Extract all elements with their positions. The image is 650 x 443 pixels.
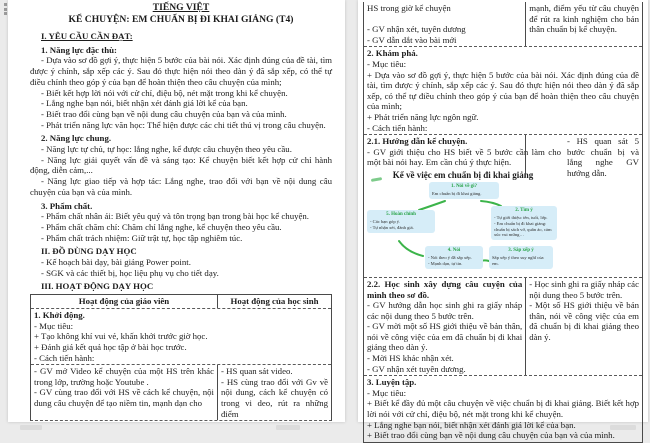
diagram-step-line: - Nói theo ý đã sắp xếp. <box>428 254 472 260</box>
header-cell-teacher: Hoạt động của giáo viên <box>78 296 170 307</box>
student-activity-cell <box>217 365 331 420</box>
paragraph-line <box>367 14 522 25</box>
paragraph-line: - Mục tiêu: <box>367 58 407 69</box>
paragraph-line: - Cách tiến hành: <box>34 352 95 363</box>
paragraph-line: - Học sinh ghi ra giấy nháp các nội dung theo 5 bước trên. <box>529 278 639 300</box>
diagram-step-box <box>489 246 553 269</box>
diagram-step-title: 3. Sắp xếp ý <box>508 247 534 253</box>
diagram-step-line: - Các bạn góp ý. <box>370 218 401 224</box>
paragraph-line: - HS quan sát 5 bước chuẩn bị và lắng nghe GV hướng dẫn. <box>567 136 639 178</box>
paragraph-line: - GV nhận xét tuyên dương. <box>367 363 466 374</box>
paragraph-line: 2. Khám phá. <box>367 48 418 59</box>
paragraph-line: - Lắng nghe bạn nói, biết nhận xét đánh giá lời kể của bạn. <box>41 98 248 109</box>
paragraph-line: + Phát triển năng lực ngôn ngữ. <box>367 111 479 122</box>
paragraph-line: - Phẩm chất trách nhiệm: Giữ trật tự, học tập nghiêm túc. <box>41 232 243 243</box>
paragraph-line: - Phẩm chất chăm chỉ: Chăm chỉ lắng nghe, kể chuyện theo yêu cầu. <box>41 221 282 232</box>
paragraph-line: + Tạo không khí vui vẻ, khấn khởi trước giờ học. <box>34 331 208 342</box>
paragraph-line: - Cách tiến hành: <box>367 122 428 133</box>
paragraph-line: III. HOẠT ĐỘNG DẠY HỌC <box>41 281 154 292</box>
next-page-edge <box>20 425 42 430</box>
paragraph-line: - Phát triển năng lực văn học: Thể hiện được các chi tiết thú vị trong câu chuyện. <box>41 119 326 130</box>
paragraph-line: - Năng lực giao tiếp và hợp tác: Lắng nghe, trao đổi với bạn về nội dung câu chuyện của bạn và của mình. <box>30 176 332 197</box>
paragraph-line: - GV nhận xét, tuyên dương <box>367 24 466 35</box>
paragraph-line: + Biết trao đổi cùng bạn về nội dung câu chuyện của bạn và của mình. <box>367 430 615 441</box>
header-cell-student: Hoạt động của học sinh <box>217 295 331 308</box>
paragraph-line: - Năng lực giải quyết vấn đề và sáng tạo: Kể chuyện biết kết hợp cử chỉ hành động, diễn cảm,... <box>30 154 332 176</box>
paragraph-line: - Kế hoạch bài dạy, bài giảng Power point. <box>41 257 191 268</box>
story-steps-diagram <box>367 170 561 276</box>
page-1 <box>8 0 345 422</box>
diagram-canvas <box>365 182 561 276</box>
student-activity-cell <box>525 2 642 46</box>
paragraph-line: - Phẩm chất nhân ái: Biết yêu quý và tôn trọng bạn trong bài học kể chuyện. <box>41 211 309 222</box>
diagram-title: Kể về việc em chuẩn bị đi khai giảng <box>365 170 561 180</box>
page-2 <box>358 0 648 441</box>
paragraph-line: II. ĐỒ DÙNG DẠY HỌC <box>41 246 137 257</box>
next-page-edge <box>276 425 300 430</box>
paragraph-line: 2.1. Hướng dẫn kể chuyện. <box>367 136 468 147</box>
next-page-edge <box>610 425 636 430</box>
doc-title-subject: TIẾNG VIỆT <box>152 2 210 13</box>
paragraph-line: - Năng lực tự chủ, tự học: lắng nghe, kể được câu chuyện theo yêu cầu. <box>41 144 292 155</box>
diagram-step-line: - Em chuẩn bị đi khai giảng: chuẩn bị sách vở, quần áo, cảm xúc vui mừng… <box>494 220 552 238</box>
table-row <box>31 364 331 420</box>
paragraph-line: - HS quan sát video. <box>221 366 293 377</box>
paragraph-line: - GV mời một số HS giới thiệu về bản thân, nói về công việc của em đã chuẩn bị đi khai giảng theo dàn ý. <box>367 321 523 353</box>
paragraph-line: - GV hướng dẫn học sinh ghi ra giấy nháp các nội dung theo 5 bước trên. <box>367 300 523 321</box>
paragraph-line: mạnh, điểm yếu từ câu chuyện để rút ra kinh nghiệm cho bản thân chuẩn bị kể chuyện. <box>529 3 639 35</box>
paragraph-line: - Biết kết hợp lời nói với cử chỉ, điệu bộ, nét mặt trong khi kể chuyện. <box>41 87 288 98</box>
student-activity-cell <box>564 135 642 277</box>
paragraph-line: - Một số HS giới thiệu về bản thân, nói về công việc của em đã chuẩn bị đi khai giảng theo dàn ý. <box>529 300 639 342</box>
diagram-step-title: 1. Nói về gì? <box>450 183 478 189</box>
table-row <box>31 308 331 364</box>
paragraph-line: - Mục tiêu: <box>34 320 74 331</box>
paragraph-line: + Lắng nghe bạn nói, biết nhận xét đánh giá lời kể của bạn. <box>367 419 576 430</box>
paragraph-line: - Mời HS khác nhận xét. <box>367 353 454 364</box>
paragraph-line: 1. Khởi động. <box>34 310 85 321</box>
diagram-step-title: 5. Hoàn chỉnh <box>386 211 416 217</box>
table-row <box>364 2 642 46</box>
diagram-step-line: - Tự nhận xét, đánh giá. <box>370 224 414 230</box>
diagram-step-title: 2. Tìm ý <box>515 207 533 213</box>
paragraph-line: - GV dẫn dắt vào bài mới <box>367 34 457 45</box>
table-row <box>364 134 642 277</box>
paragraph-line: 1. Năng lực đặc thù: <box>41 44 117 55</box>
student-activity-cell <box>525 278 642 375</box>
teacher-activity-cell <box>364 135 564 277</box>
doc-title-lesson: KỂ CHUYỆN: EM CHUẨN BỊ ĐI KHAI GIẢNG (T4) <box>68 14 294 25</box>
paragraph-line: 3. Phẩm chất. <box>41 200 93 211</box>
paragraph-line: + Dựa vào sơ đồ gợi ý, thực hiện 5 bước của bài nói. Xác định đúng của đề tài, tìm được ý chính, sắp xếp các ý. Sau đó thực hiện nói theo dàn ý đã sắp xếp, có thể tự điều chỉnh theo góp ý của bạn để hoàn thiện theo câu chuyện của mình; <box>367 69 639 112</box>
paragraph-line: - Dựa vào sơ đồ gợi ý, thực hiện 5 bước của bài nói. Xác định đúng của đề tài, tìm được ý chính, sắp xếp các ý. Sau đó thực hiện nói theo dàn ý đã sắp xếp, có thể tự điều chỉnh theo góp ý của bạn để hoàn thiện theo câu chuyện của mình; <box>30 55 332 87</box>
paragraph-line: - HS cùng trao đổi với Gv về nội dung, cách kể chuyện có trong vi deo, rút ra những điểm <box>221 376 328 419</box>
table-row <box>364 46 642 134</box>
diagram-step-line: - Mạnh dạn, tự tin. <box>428 260 463 266</box>
diagram-step-box <box>429 182 499 199</box>
paragraph-line: - GV cùng trao đổi với HS về cách kể chuyện, nội dung câu chuyện để tạo niềm tin, mạnh dạn cho <box>34 387 214 408</box>
table-row <box>364 375 642 442</box>
paragraph-line: 2. Năng lực chung. <box>41 133 112 144</box>
diagram-step-box <box>425 246 483 269</box>
paragraph-line: - Mục tiêu: <box>367 387 407 398</box>
diagram-step-title: 4. Nói <box>447 247 461 253</box>
paragraph-line: - GV mở Video kể chuyện của một HS trên khác trong lớp, trường hoặc Youtube . <box>34 366 214 387</box>
activity-table-page1 <box>30 294 332 421</box>
diagram-step-line: Sắp xếp ý theo suy nghĩ của em. <box>492 254 544 266</box>
table-header-row <box>31 295 331 308</box>
lesson-requirements-section <box>30 31 332 292</box>
paragraph-line: HS trong giờ kể chuyện <box>367 3 451 13</box>
table-row <box>364 277 642 375</box>
paragraph-line: 3. Luyện tập. <box>367 377 417 388</box>
diagram-step-box <box>491 206 557 240</box>
diagram-step-line: Em chuẩn bị đi khai giảng. <box>432 190 482 196</box>
paragraph-line: - SGK và các thiết bị, học liệu phụ vụ cho tiết dạy. <box>41 267 219 278</box>
teacher-activity-cell <box>31 365 217 420</box>
diagram-step-line: - Tự giới thiệu: tên, tuổi, lớp. <box>494 214 548 220</box>
activity-table-page2 <box>363 2 643 443</box>
paragraph-line: + Đánh giá kết quả học tập ở bài học trước. <box>34 341 187 352</box>
teacher-activity-cell <box>364 2 525 46</box>
paragraph-line: I. YÊU CẦU CẦN ĐẠT: <box>41 31 133 41</box>
paragraph-line: - GV giới thiệu cho HS biết về 5 bước cần làm cho một bài nói hay. Em cần chú ý thực hiện. <box>367 146 561 168</box>
column-divider <box>525 135 526 177</box>
paragraph-line: + Biết kể đầy đủ một câu chuyện về việc chuẩn bị đi khai giảng. Biết kết hợp lời nói với cử chỉ, điệu bộ, nét mặt trong khi kể chuyện. <box>367 398 639 420</box>
paragraph-line: - Biết trao đổi cùng bạn về nội dung câu chuyện của bạn và của mình. <box>41 108 287 119</box>
diagram-step-box <box>367 210 435 233</box>
teacher-activity-cell <box>364 278 525 375</box>
paragraph-line: 2.2. Học sinh xây dựng câu cuyện của mình theo sơ đồ. <box>367 278 523 300</box>
